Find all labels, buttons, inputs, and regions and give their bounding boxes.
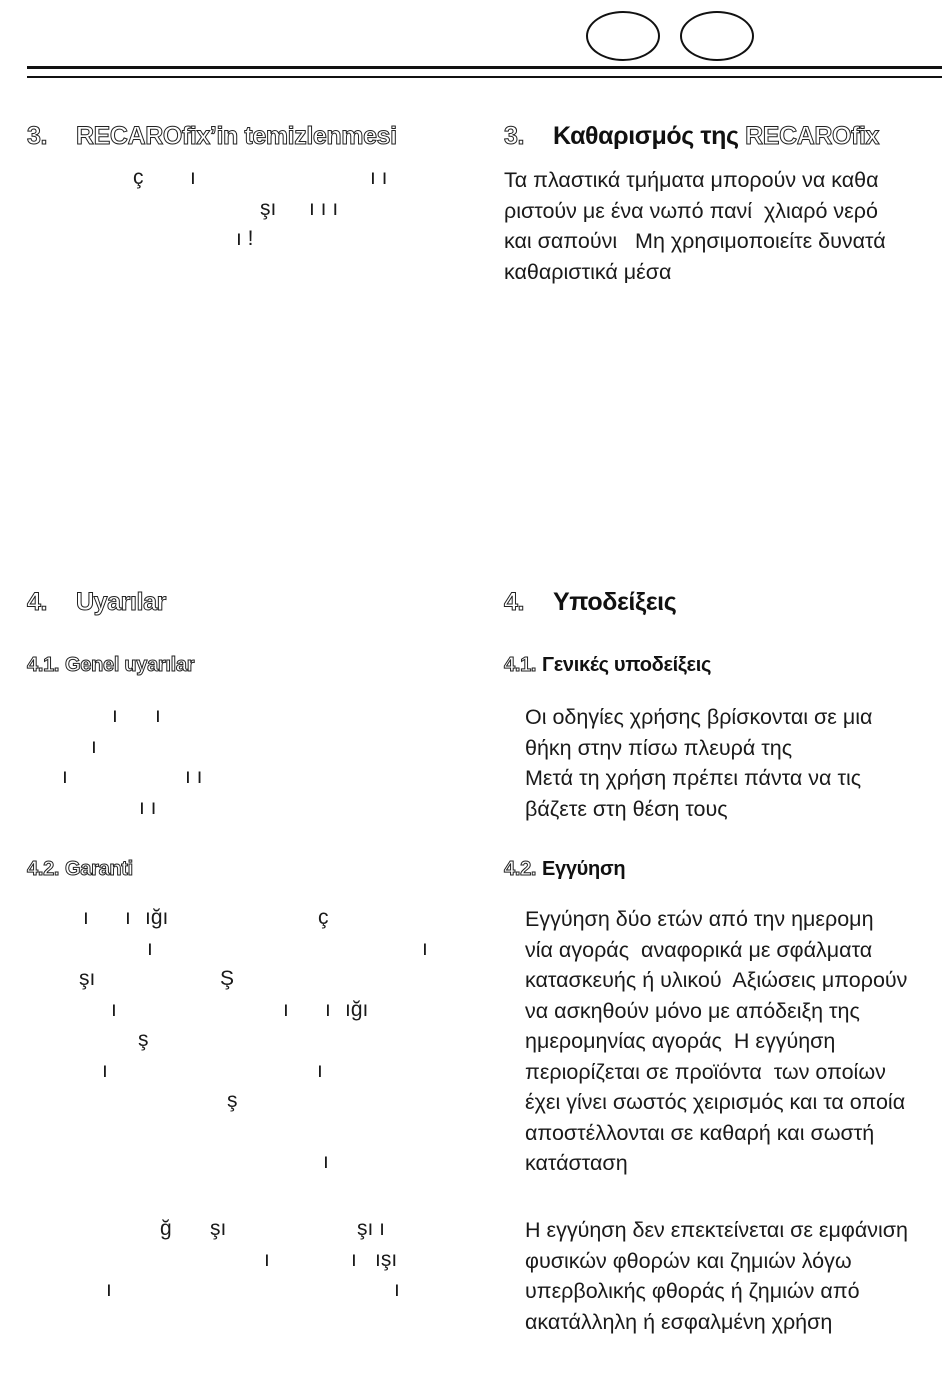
text-fragment: şı xyxy=(210,1217,227,1240)
text-fragment: ığı xyxy=(345,997,369,1021)
text-fragment: ı xyxy=(323,1150,329,1173)
text-line: αποστέλλονται σε καθαρή και σωστή xyxy=(525,1120,875,1145)
text-line: ριστούν με ένα νωπό πανί χλιαρό νερό xyxy=(504,198,878,223)
text-line xyxy=(27,1217,467,1248)
text-fragment: ı xyxy=(351,1247,357,1271)
text-fragment: ı xyxy=(147,936,153,960)
text-fragment: ı xyxy=(325,997,331,1021)
text-line: νία αγοράς αναφορικά με σφάλματα xyxy=(525,937,873,962)
text-line: Μετά τη χρήση πρέπει πάντα να τις xyxy=(525,766,862,790)
text-line: ημερομηνίας αγοράς Η εγγύηση xyxy=(525,1029,836,1053)
text-fragment: ı xyxy=(102,1058,108,1082)
section-4-heading-el: 4. Υποδείξεις xyxy=(504,588,677,616)
text-fragment: ı ! xyxy=(236,227,254,250)
text-line xyxy=(27,998,467,1029)
text-line xyxy=(27,765,467,796)
language-oval-2 xyxy=(680,11,754,61)
section-4-heading-tr: 4. Uyarılar xyxy=(27,588,166,616)
text-line xyxy=(27,1248,467,1279)
text-line: καθαριστικά μέσα xyxy=(504,259,672,284)
text-fragment: ı xyxy=(317,1058,323,1082)
text-line xyxy=(27,967,467,998)
text-line: βάζετε στη θέση τους xyxy=(525,796,728,821)
text-fragment: ı xyxy=(91,734,97,758)
text-line xyxy=(27,1278,467,1309)
text-fragment: şı xyxy=(79,967,96,990)
text-fragment: ı ı ı xyxy=(309,196,339,220)
text-fragment: ı xyxy=(264,1247,270,1271)
text-line xyxy=(27,1059,467,1090)
text-line xyxy=(27,796,467,827)
text-fragment: ı xyxy=(190,166,196,189)
section-3-body-el xyxy=(504,165,944,287)
text-fragment: ğ xyxy=(160,1217,172,1240)
text-fragment: Ş xyxy=(220,967,235,990)
text-line xyxy=(27,906,467,937)
text-fragment: ı xyxy=(62,765,68,788)
section-4-1-heading-el: 4.1. Γενικές υποδείξεις xyxy=(504,654,712,676)
text-fragment: ş xyxy=(227,1089,238,1112)
text-line xyxy=(27,197,467,228)
text-line xyxy=(27,704,467,735)
text-line xyxy=(27,166,467,197)
section-3-heading-el: 3. Καθαρισμός της RECAROfix xyxy=(504,122,880,150)
text-line: υπερβολικής φθοράς ή ζημιών από xyxy=(525,1279,860,1303)
section-3-heading-tr: 3. RECAROfix’in temizlenmesi xyxy=(27,122,397,150)
text-line xyxy=(27,937,467,968)
text-line xyxy=(27,1028,467,1059)
section-3-body-tr xyxy=(27,166,467,258)
header-rule-thin xyxy=(27,76,942,78)
text-fragment: ç xyxy=(318,906,329,929)
section-4-2-body-el-a xyxy=(525,904,950,1179)
section-4-2-heading-el: 4.2. Εγγύηση xyxy=(504,858,626,880)
section-4-1-body-tr xyxy=(27,704,467,826)
language-oval-1 xyxy=(586,11,660,61)
text-fragment: şı xyxy=(260,196,277,220)
text-fragment: ı xyxy=(125,906,131,929)
section-4-2-body-tr-a xyxy=(27,906,467,1181)
text-fragment: ş xyxy=(138,1028,149,1051)
section-4-1-body-el xyxy=(525,702,945,824)
text-line: θήκη στην πίσω πλευρά της xyxy=(525,735,793,760)
text-fragment: ı xyxy=(283,997,289,1021)
text-fragment: ı xyxy=(111,997,117,1021)
text-line: Τα πλαστικά τμήματα μπορούν να καθα xyxy=(504,168,879,192)
section-4-2-heading-tr: 4.2. Garanti xyxy=(27,858,133,880)
text-line: περιορίζεται σε προϊόντα των οποίων xyxy=(525,1059,886,1084)
text-line: και σαπούνι Μη χρησιμοποιείτε δυνατά xyxy=(504,229,886,253)
text-line: Εγγύηση δύο ετών από την ημερομη xyxy=(525,907,874,931)
text-fragment: ı xyxy=(83,906,89,929)
section-4-2-body-tr-b xyxy=(27,1217,467,1309)
text-fragment: ığı xyxy=(145,906,169,929)
text-line xyxy=(27,1150,467,1181)
text-fragment: ı ı xyxy=(139,795,157,819)
text-line: ακατάλληλη ή εσφαλμένη χρήση xyxy=(525,1309,833,1334)
text-line: να ασκηθούν μόνο με απόδειξη της xyxy=(525,998,860,1023)
text-fragment: ı ı xyxy=(370,166,388,189)
text-fragment: ç xyxy=(133,166,144,189)
text-line: έχει γίνει σωστός χειρισμός και τα οποία xyxy=(525,1090,906,1114)
section-4-2-body-el-b xyxy=(525,1215,950,1337)
text-line: Η εγγύηση δεν επεκτείνεται σε εμφάνιση xyxy=(525,1218,909,1242)
text-fragment: ı xyxy=(394,1278,400,1301)
text-fragment: ı xyxy=(106,1278,112,1301)
text-line: κατασκευής ή υλικού Αξιώσεις μπορούν xyxy=(525,968,908,992)
text-line xyxy=(27,227,467,258)
text-line: φυσικών φθορών και ζημιών λόγω xyxy=(525,1248,852,1273)
header-rule-thick xyxy=(27,66,942,69)
text-fragment: ı xyxy=(155,704,161,727)
text-line: Οι οδηγίες χρήσης βρίσκονται σε μια xyxy=(525,705,873,729)
text-fragment: ışı xyxy=(375,1247,398,1271)
text-fragment: ı xyxy=(422,936,428,960)
text-line xyxy=(27,1089,467,1120)
text-line xyxy=(27,735,467,766)
text-fragment: ı xyxy=(112,704,118,727)
text-fragment: ı ı xyxy=(185,765,203,788)
section-4-1-heading-tr: 4.1. Genel uyarılar xyxy=(27,654,195,676)
text-fragment: şı ı xyxy=(357,1217,386,1240)
text-line xyxy=(27,1120,467,1151)
text-line: κατάσταση xyxy=(525,1151,628,1175)
